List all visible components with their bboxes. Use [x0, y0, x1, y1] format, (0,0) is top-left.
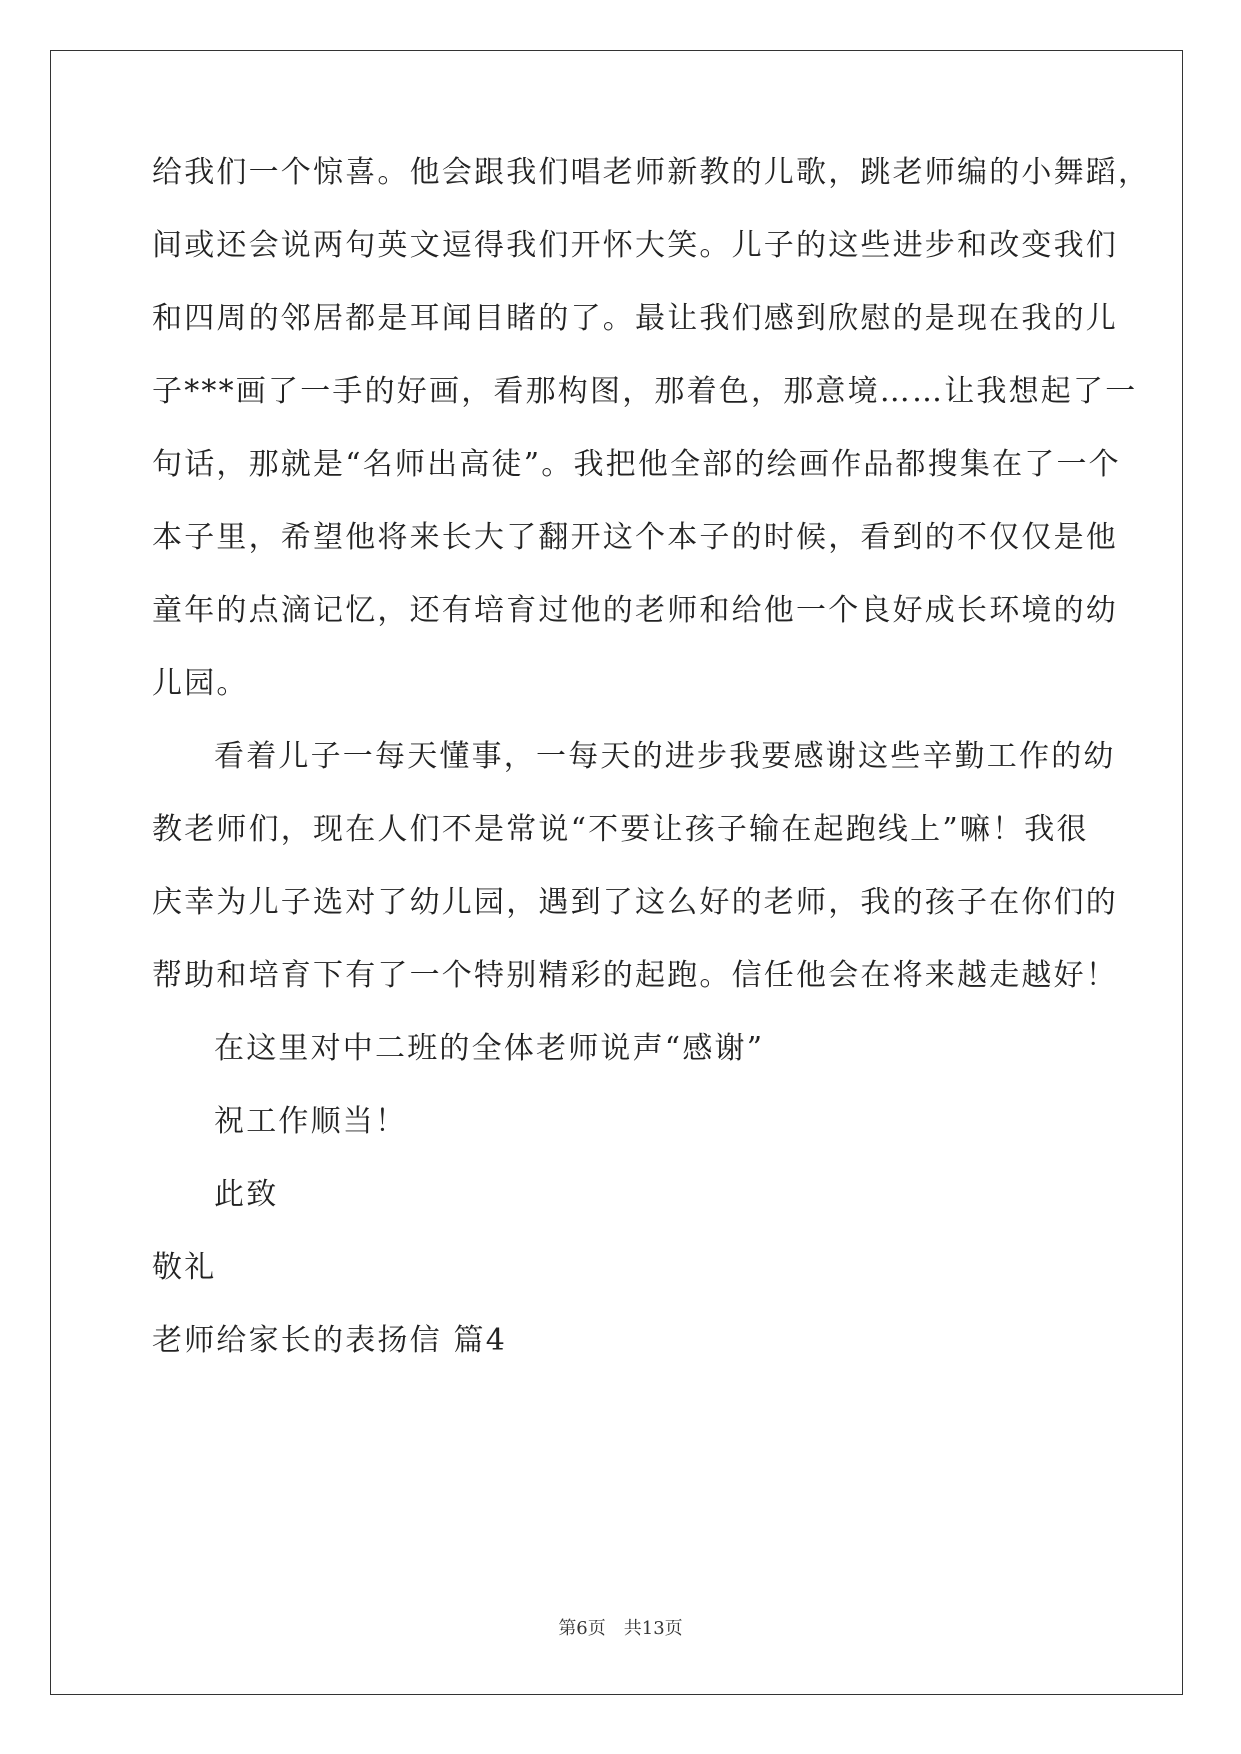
section-heading: 老师给家长的表扬信 篇4: [152, 1323, 508, 1358]
body-line: 子***画了一手的好画，看那构图，那着色，那意境……让我想起了一: [152, 374, 1138, 409]
body-line: 本子里，希望他将来长大了翻开这个本子的时候，看到的不仅仅是他: [152, 520, 1118, 555]
page-number: 第6页: [558, 1618, 606, 1639]
body-line: 句话，那就是“名师出高徒”。我把他全部的绘画作品都搜集在了一个: [152, 447, 1121, 482]
page-footer: [0, 1617, 1241, 1641]
body-line: 庆幸为儿子选对了幼儿园，遇到了这么好的老师，我的孩子在你们的: [152, 885, 1118, 920]
salutation-line: 敬礼: [152, 1250, 217, 1285]
body-line: 给我们一个惊喜。他会跟我们唱老师新教的儿歌，跳老师编的小舞蹈，: [152, 155, 1151, 190]
page-total: 共13页: [623, 1618, 683, 1639]
thanks-line: 在这里对中二班的全体老师说声“感谢”: [214, 1031, 765, 1066]
wish-line: 祝工作顺当！: [214, 1104, 408, 1139]
body-line: 教老师们，现在人们不是常说“不要让孩子输在起跑线上”嘛！我很: [152, 812, 1089, 847]
body-line: 和四周的邻居都是耳闻目睹的了。最让我们感到欣慰的是现在我的儿: [152, 301, 1118, 336]
body-line: 儿园。: [152, 666, 249, 701]
body-line: 看着儿子一每天懂事，一每天的进步我要感谢这些辛勤工作的幼: [214, 739, 1116, 774]
page-border: [50, 50, 1183, 1695]
body-line: 间或还会说两句英文逗得我们开怀大笑。儿子的这些进步和改变我们: [152, 228, 1118, 263]
body-line: 帮助和培育下有了一个特别精彩的起跑。信任他会在将来越走越好！: [152, 958, 1118, 993]
body-line: 童年的点滴记忆，还有培育过他的老师和给他一个良好成长环境的幼: [152, 593, 1118, 628]
closing-line: 此致: [214, 1177, 279, 1212]
